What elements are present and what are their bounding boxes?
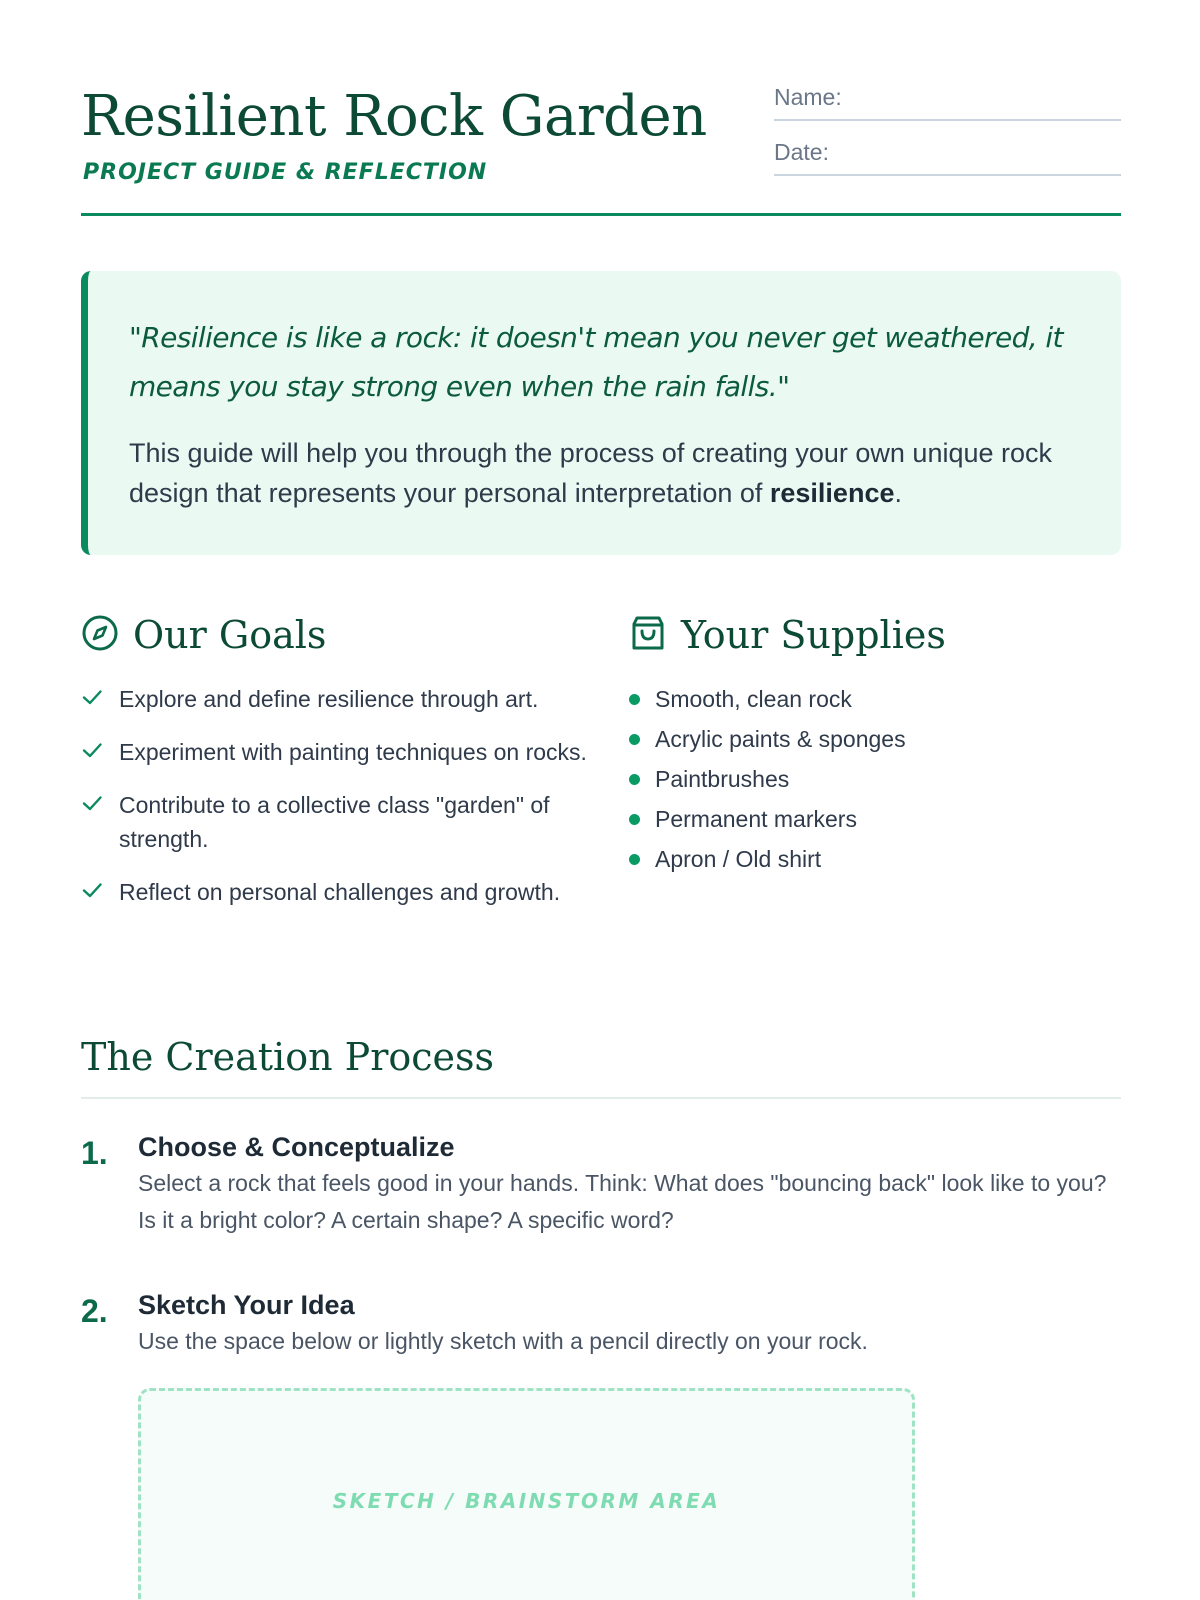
intro-box: [81, 271, 1121, 555]
step-number: 1.: [81, 1135, 108, 1171]
goal-item: [81, 682, 601, 716]
supply-text: Acrylic paints & sponges: [655, 726, 906, 752]
supply-text: Paintbrushes: [655, 766, 790, 792]
goal-text: Explore and define resilience through art.: [119, 686, 539, 712]
goals-section: [81, 610, 601, 928]
goal-text: Contribute to a collective class "garden" of strength.: [119, 792, 550, 852]
goal-item: [81, 735, 601, 769]
supply-item: [629, 802, 1121, 836]
shopping-bag-icon: [629, 614, 667, 657]
process-heading-row: [81, 1035, 1121, 1099]
supply-item: [629, 722, 1121, 756]
supply-item: [629, 762, 1121, 796]
step-title: Choose & Conceptualize: [138, 1132, 455, 1162]
creation-process-section: [81, 1035, 1121, 1600]
date-label: Date:: [774, 139, 829, 165]
step-number: 2.: [81, 1293, 108, 1329]
process-step: [81, 1129, 1121, 1239]
name-label: Name:: [774, 84, 842, 110]
check-icon: [81, 686, 103, 708]
intro-text-end: .: [894, 478, 902, 508]
goals-heading: Our Goals: [133, 613, 327, 657]
supplies-heading: Your Supplies: [681, 613, 946, 657]
supply-item: [629, 682, 1121, 716]
sketch-area[interactable]: [138, 1388, 915, 1600]
supplies-section: [629, 610, 1121, 882]
supply-text: Apron / Old shirt: [655, 846, 822, 872]
goal-text: Reflect on personal challenges and growth.: [119, 879, 561, 905]
date-field[interactable]: [774, 133, 1121, 176]
header: [81, 78, 1121, 216]
name-date-fields: [774, 78, 1121, 188]
supply-text: Smooth, clean rock: [655, 686, 852, 712]
goal-text: Experiment with painting techniques on rocks.: [119, 739, 587, 765]
supply-item: [629, 842, 1121, 876]
check-icon: [81, 739, 103, 761]
page-title: Resilient Rock Garden: [81, 84, 707, 149]
name-field[interactable]: [774, 78, 1121, 121]
intro-text: [129, 433, 1083, 513]
step-description: Select a rock that feels good in your hands. Think: What does "bouncing back" look like to you? Is it a bright color? A certain shape? A specific word?: [138, 1170, 1107, 1233]
page-subtitle: PROJECT GUIDE & REFLECTION: [83, 160, 488, 185]
supplies-heading-row: [629, 610, 1121, 660]
intro-text-bold: resilience: [769, 478, 895, 508]
supply-text: Permanent markers: [655, 806, 857, 832]
bullet-icon: [629, 854, 640, 865]
goals-heading-row: [81, 610, 601, 660]
bullet-icon: [629, 814, 640, 825]
supplies-list: [629, 682, 1121, 876]
step-description: Use the space below or lightly sketch with a pencil directly on your rock.: [138, 1328, 868, 1354]
bullet-icon: [629, 774, 640, 785]
compass-icon: [81, 614, 119, 657]
goals-list: [81, 682, 601, 909]
intro-text-start: This guide will help you through the process of creating your own unique rock design that represents your personal interpretation of: [129, 438, 1053, 508]
process-heading: The Creation Process: [81, 1035, 495, 1079]
goal-item: [81, 788, 601, 856]
bullet-icon: [629, 734, 640, 745]
check-icon: [81, 792, 103, 814]
step-title: Sketch Your Idea: [138, 1290, 355, 1320]
check-icon: [81, 879, 103, 901]
goal-item: [81, 875, 601, 909]
sketch-area-label: SKETCH / BRAINSTORM AREA: [332, 1489, 721, 1513]
intro-quote: "Resilience is like a rock: it doesn't mean you never get weathered, it means you stay strong even when the rain falls.": [129, 321, 1063, 403]
bullet-icon: [629, 694, 640, 705]
process-step: [81, 1287, 1121, 1600]
